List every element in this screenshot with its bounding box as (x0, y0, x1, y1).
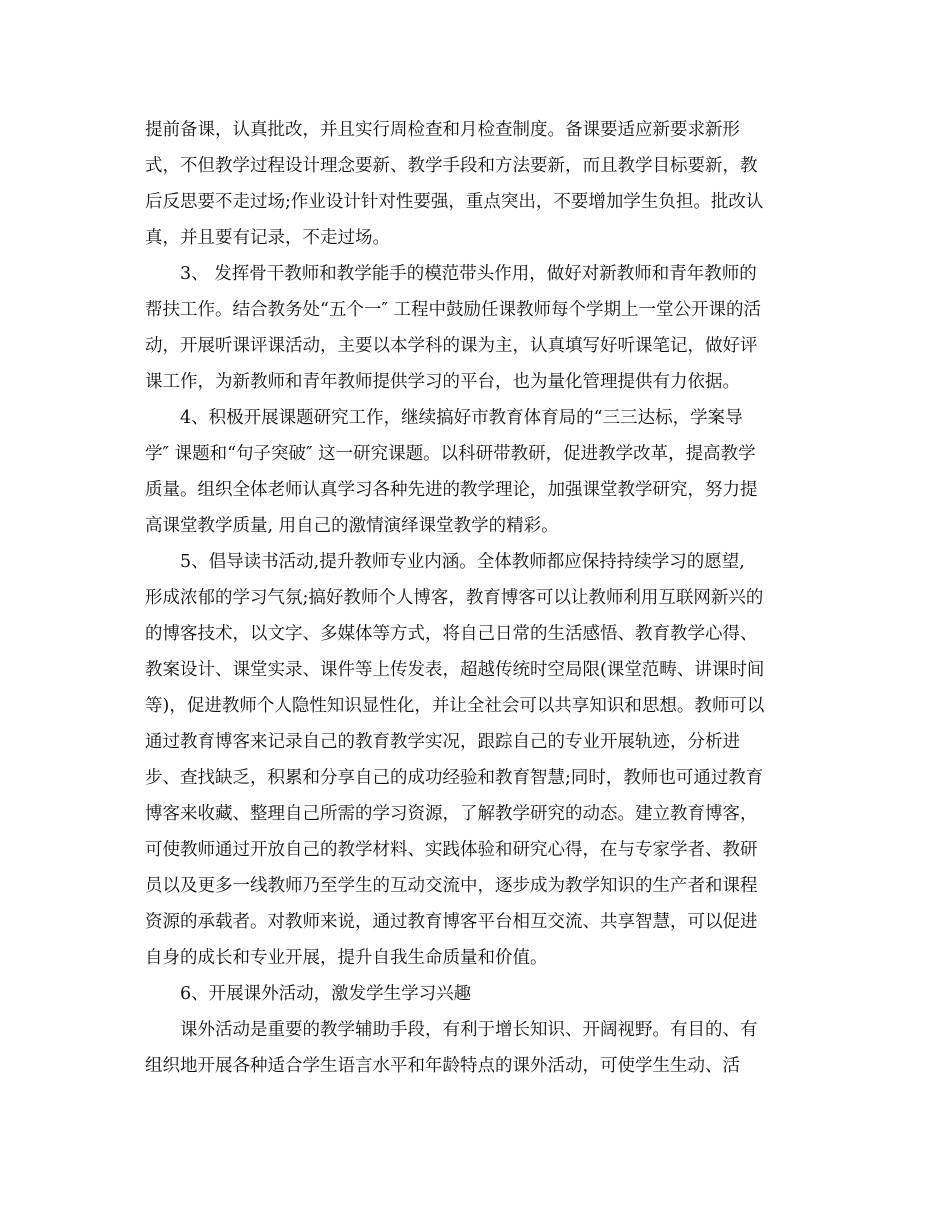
text-line: 5、倡导读书活动,提升教师专业内涵。全体教师都应保持持续学习的愿望, (180, 552, 745, 572)
text-line: 步、查找缺乏，积累和分享自己的成功经验和教育智慧;同时，教师也可通过教育 (145, 768, 764, 788)
text-line: 组织地开展各种适合学生语言水平和年龄特点的课外活动，可使学生生动、活 (145, 1056, 740, 1076)
text-line: 员以及更多一线教师乃至学生的互动交流中，逐步成为教学知识的生产者和课程 (145, 876, 758, 896)
text-line: 通过教育博客来记录自己的教育教学实况，跟踪自己的专业开展轨迹，分析进 (145, 732, 740, 752)
text-line: 教案设计、课堂实录、课件等上传发表，超越传统时空局限(课堂范畴、讲课时间 (145, 660, 765, 680)
text-line: 的博客技术，以文字、多媒体等方式，将自己日常的生活感悟、教育教学心得、 (145, 624, 758, 644)
text-line: 课外活动是重要的教学辅助手段，有利于增长知识、开阔视野。有目的、有 (180, 1020, 758, 1040)
text-line: 6、开展课外活动，激发学生学习兴趣 (180, 984, 472, 1004)
text-line: 学″ 课题和“句子突破″ 这一研究课题。以科研带教研，促进教学改革，提高教学 (145, 444, 756, 464)
text-line: 资源的承载者。对教师来说，通过教育博客平台相互交流、共享智慧，可以促进 (145, 912, 758, 932)
text-line: 博客来收藏、整理自己所需的学习资源，了解教学研究的动态。建立教育博客， (145, 804, 758, 824)
text-line: 动，开展听课评课活动，主要以本学科的课为主，认真填写好听课笔记，做好评 (145, 336, 758, 356)
text-line: 形成浓郁的学习气氛;搞好教师个人博客，教育博客可以让教师利用互联网新兴的 (145, 588, 764, 608)
text-line: 课工作，为新教师和青年教师提供学习的平台，也为量化管理提供有力依据。 (145, 372, 740, 392)
text-line: 4、积极开展课题研究工作，继续搞好市教育体育局的“三三达标，学案导 (180, 408, 743, 428)
text-line: 3、 发挥骨干教师和教学能手的模范带头作用，做好对新教师和青年教师的 (180, 264, 757, 284)
text-line: 可使教师通过开放自己的教学材料、实践体验和研究心得，在与专家学者、教研 (145, 840, 758, 860)
text-line: 真，并且要有记录，不走过场。 (145, 228, 390, 248)
text-line: 帮扶工作。结合教务处“五个一″ 工程中鼓励任课教师每个学期上一堂公开课的活 (145, 300, 762, 320)
text-line: 提前备课，认真批改，并且实行周检查和月检查制度。备课要适应新要求新形 (145, 120, 740, 140)
document-body (145, 112, 815, 1084)
text-line: 等)，促进教师个人隐性知识显性化，并让全社会可以共享知识和思想。教师可以 (145, 696, 765, 716)
text-line: 高课堂教学质量, 用自己的激情演绎课堂教学的精彩。 (145, 516, 559, 536)
text-line: 式，不但教学过程设计理念要新、教学手段和方法要新，而且教学目标要新，教 (145, 156, 758, 176)
text-line: 自身的成长和专业开展，提升自我生命质量和价值。 (145, 948, 548, 968)
text-line: 质量。组织全体老师认真学习各种先进的教学理论，加强课堂教学研究，努力提 (145, 480, 758, 500)
text-line: 后反思要不走过场;作业设计针对性要强，重点突出，不要增加学生负担。批改认 (145, 192, 764, 212)
